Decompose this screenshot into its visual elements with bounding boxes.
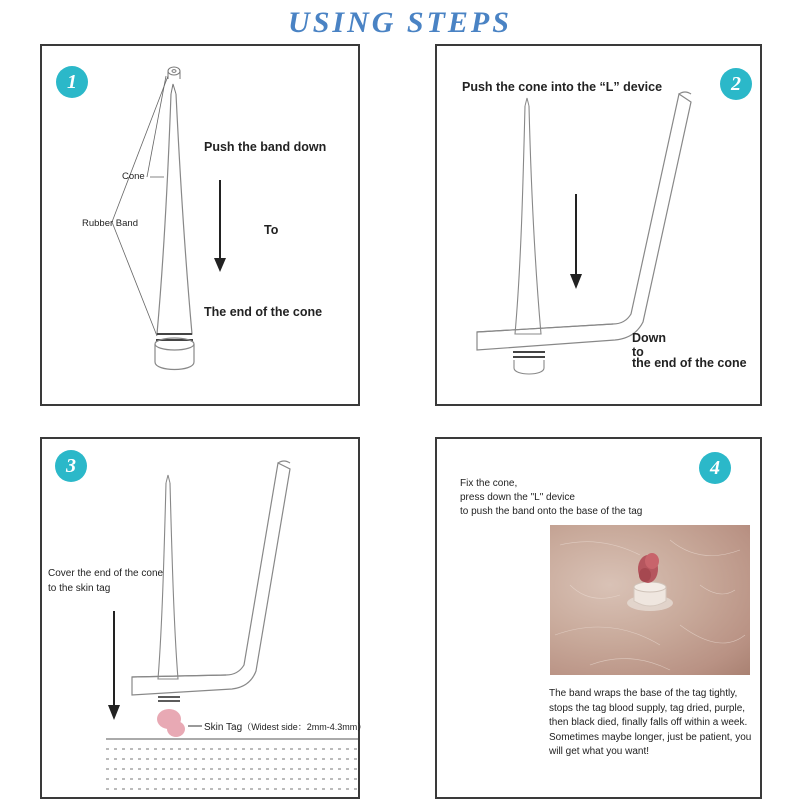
step-2-l-device-drawing [437, 46, 760, 404]
skin-tag-photo-art [550, 525, 750, 675]
step-4-panel [435, 437, 762, 799]
step-2-badge: 2 [720, 68, 752, 100]
step-4-intro: Fix the cone, press down the "L" device to push the band onto the base of the tag [460, 478, 643, 517]
step-2-instruction-top: Push the cone into the “L” device [462, 80, 663, 94]
step-3-cover-line1: Cover the end of the cone [48, 568, 164, 579]
skin-tag-photo [550, 525, 750, 675]
step-3-badge: 3 [55, 450, 87, 482]
step-1-panel [40, 44, 360, 406]
cone-label: Cone [122, 171, 145, 182]
step-4-badge: 4 [699, 452, 731, 484]
step-4-description: The band wraps the base of the tag tightly, stops the tag blood supply, tag dried, purple, then black died, finally falls off within a week. Sometimes maybe longer, just be patient, you will get what you want! [549, 688, 752, 757]
step-1-instruction-mid: To [264, 223, 279, 237]
step-2-down-line2: to [632, 345, 644, 359]
step-2-down-line1: Down [632, 331, 667, 345]
page-title: USING STEPS [288, 6, 512, 39]
step-1-instruction-top: Push the band down [204, 140, 327, 154]
rubber-band-label: Rubber Band [82, 218, 138, 229]
step-2-panel [435, 44, 762, 406]
step-3-cover-line2: to the skin tag [48, 583, 111, 594]
step-1-instruction-bottom: The end of the cone [204, 305, 323, 319]
skin-tag-size-note: （Widest side：2mm-4.3mm） [242, 722, 367, 732]
step-2-down-line3: the end of the cone [632, 356, 747, 370]
step-1-badge: 1 [56, 66, 88, 98]
skin-tag-label [204, 720, 366, 735]
step-3-panel [40, 437, 367, 799]
step-3-drawing [42, 439, 358, 797]
skin-tag-label-text: Skin Tag [204, 722, 243, 733]
